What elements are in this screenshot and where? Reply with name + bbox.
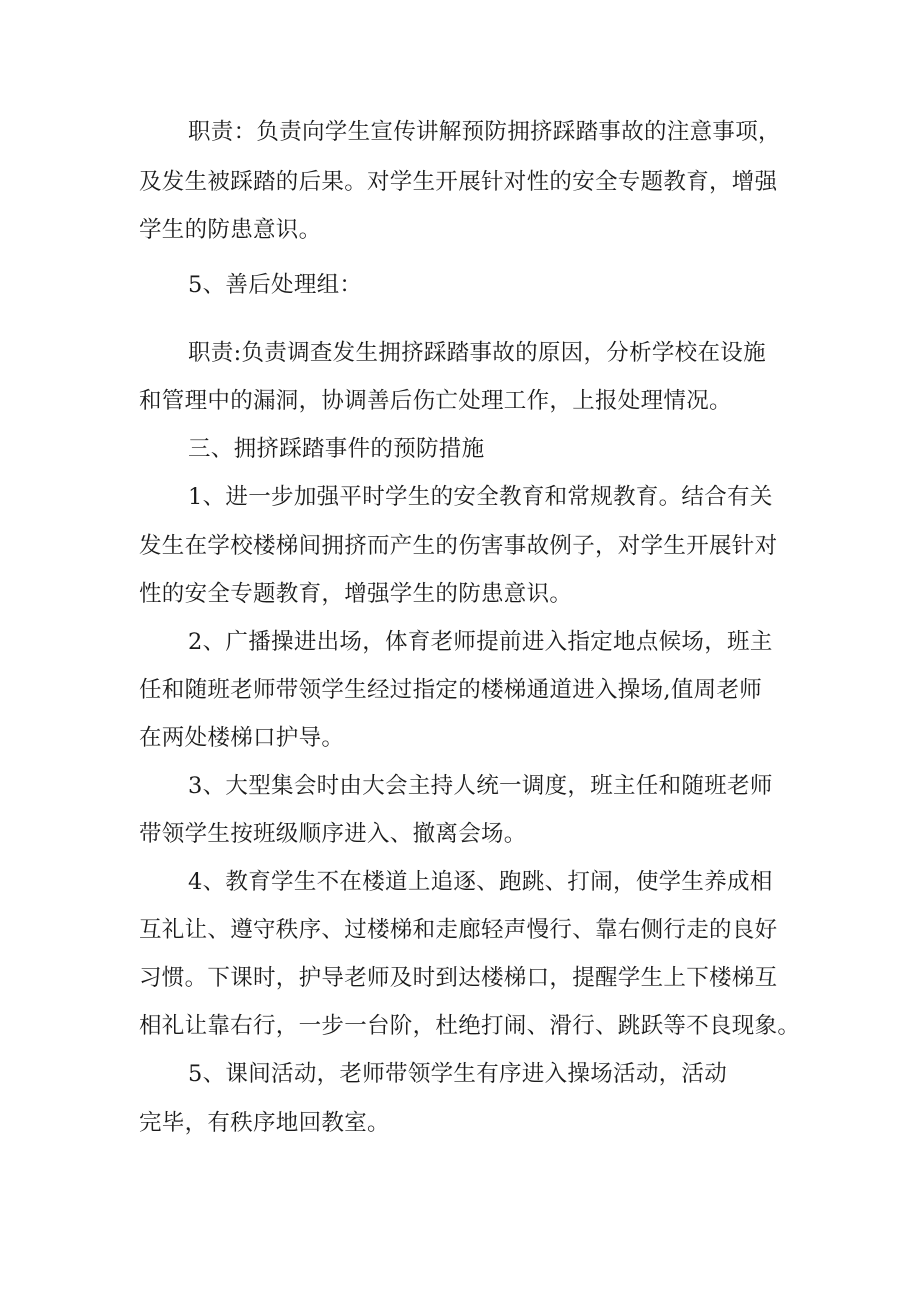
- text-line: 任和随班老师带领学生经过指定的楼梯通道进入操场,值周老师: [139, 677, 763, 703]
- text-line: 职责:负责调查发生拥挤踩踏事故的原因，分析学校在设施: [188, 340, 766, 366]
- text-line: 完毕，有秩序地回教室。: [139, 1110, 390, 1136]
- text-line: 学生的防患意识。: [139, 217, 322, 243]
- text-line: 1、进一步加强平时学生的安全教育和常规教育。结合有关: [188, 484, 773, 510]
- text-line: 性的安全专题教育，增强学生的防患意识。: [139, 581, 573, 607]
- section-heading: 三、拥挤踩踏事件的预防措施: [188, 436, 485, 462]
- text-line: 和管理中的漏洞，协调善后伤亡处理工作，上报处理情况。: [139, 388, 732, 414]
- text-line: 职责：负责向学生宣传讲解预防拥挤踩踏事故的注意事项，: [188, 119, 781, 145]
- text-line: 互礼让、遵守秩序、过楼梯和走廊轻声慢行、靠右侧行走的良好: [139, 917, 778, 943]
- text-line: 及发生被踩踏的后果。对学生开展针对性的安全专题教育，增强: [139, 169, 778, 195]
- text-line: 习惯。下课时，护导老师及时到达楼梯口，提醒学生上下楼梯互: [139, 965, 778, 991]
- text-line: 5、课间活动，老师带领学生有序进入操场活动，活动: [188, 1061, 728, 1087]
- text-line: 在两处楼梯口护导。: [139, 725, 345, 751]
- text-line: 相礼让靠右行，一步一台阶，杜绝打闹、滑行、跳跃等不良现象。: [139, 1013, 801, 1039]
- text-line: 发生在学校楼梯间拥挤而产生的伤害事故例子，对学生开展针对: [139, 533, 778, 559]
- text-line: 4、教育学生不在楼道上追逐、跑跳、打闹，使学生养成相: [188, 869, 773, 895]
- text-line: 3、大型集会时由大会主持人统一调度，班主任和随班老师: [188, 773, 773, 799]
- text-line: 2、广播操进出场，体育老师提前进入指定地点候场，班主: [188, 629, 773, 655]
- text-line: 带领学生按班级顺序进入、撤离会场。: [139, 821, 527, 847]
- text-line: 5、善后处理组：: [188, 272, 363, 298]
